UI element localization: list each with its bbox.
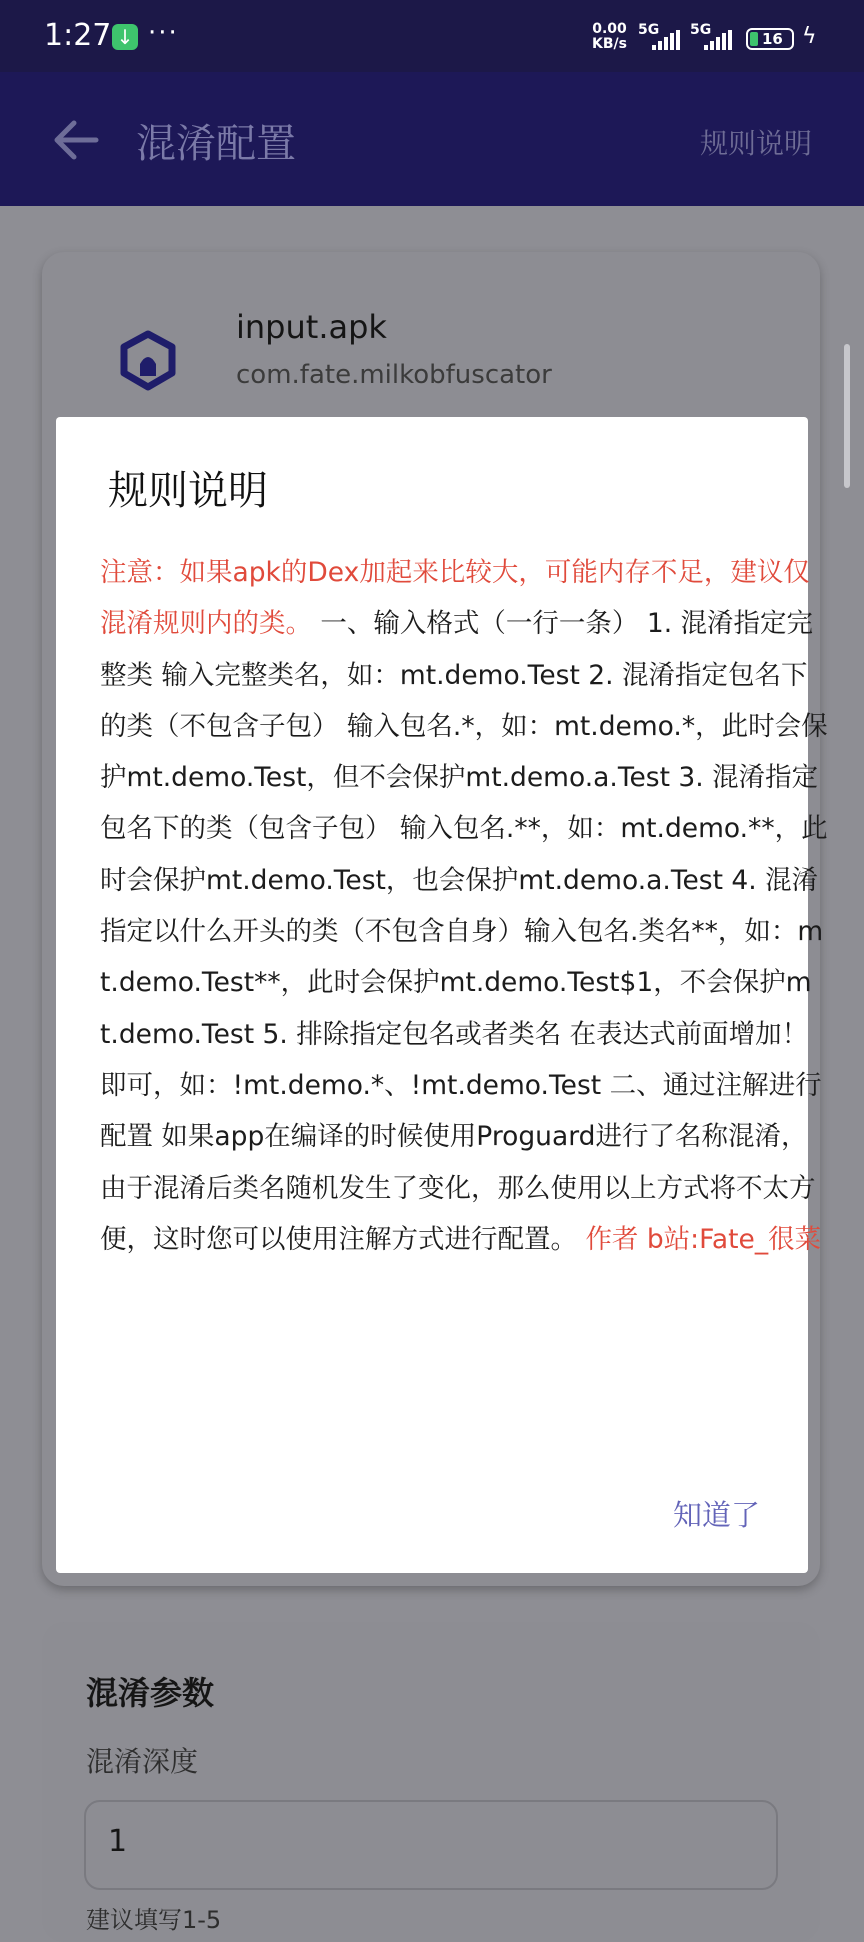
network-speed-value: 0.00 <box>592 21 627 37</box>
sim1-label: 5G <box>638 22 660 38</box>
scrollbar[interactable] <box>844 344 850 488</box>
more-notifications-icon: ··· <box>148 18 179 48</box>
depth-input[interactable]: 1 <box>84 1800 778 1890</box>
depth-hint: 建议填写1-5 <box>86 1906 222 1934</box>
status-time: 1:27 <box>44 18 112 53</box>
params-title: 混淆参数 <box>86 1674 215 1712</box>
author-text: 作者 b站:Fate_很菜 <box>585 1223 822 1255</box>
download-icon: ↓ <box>112 24 138 50</box>
dialog-body <box>100 547 828 1265</box>
app-bar <box>0 72 864 206</box>
rules-button[interactable]: 规则说明 <box>699 127 812 160</box>
sim2-label: 5G <box>690 22 712 38</box>
dialog-title: 规则说明 <box>108 468 268 514</box>
rules-dialog <box>56 417 828 1573</box>
page-title: 混淆配置 <box>136 121 296 167</box>
depth-label: 混淆深度 <box>86 1745 199 1778</box>
ok-button[interactable]: 知道了 <box>672 1498 760 1532</box>
network-speed <box>592 22 627 52</box>
apk-file-name: input.apk <box>236 308 387 346</box>
params-card <box>42 1622 820 1942</box>
rules-text: 一、输入格式（一行一条） 1. 混淆指定完整类 输入完整类名，如：mt.demo.Test 2. 混淆指定包名下的类（不包含子包） 输入包名.*，如：mt.demo.*，此时会保护mt.demo.Test，但不会保护mt.demo.a.Test 3. 混淆指定包名下的类（包含子包） 输入包名.**，如：mt.demo.**，此时会保护mt.demo.Test，也会保护mt.demo.a.Test 4. 混淆指定以什么开头的类（不包含自身）输入包名.类名**，如：mt.demo.Test**，此时会保护mt.demo.Test$1，不会保护mt.demo.Test 5. 排除指定包名或者类名 在表达式前面增加！即可，如：!mt.demo.*、!mt.demo.Test 二、通过注解进行配置 如果app在编译的时候使用Proguard进行了名称混淆，由于混淆后类名随机发生了变化，那么使用以上方式将不太方便，这时您可以使用注解方式进行配置。 <box>100 608 828 1255</box>
charging-icon: ϟ <box>802 24 817 49</box>
battery-level: 16 <box>762 30 783 48</box>
network-speed-unit: KB/s <box>592 36 627 52</box>
apk-package-name: com.fate.milkobfuscator <box>236 360 552 390</box>
shield-icon <box>98 290 198 430</box>
status-bar <box>0 0 864 72</box>
back-arrow-icon[interactable] <box>50 114 102 166</box>
warning-text: 注意：如果apk的Dex加起来比较大，可能内存不足，建议仅混淆规则内的类。 <box>100 557 810 640</box>
battery-icon <box>746 28 794 50</box>
